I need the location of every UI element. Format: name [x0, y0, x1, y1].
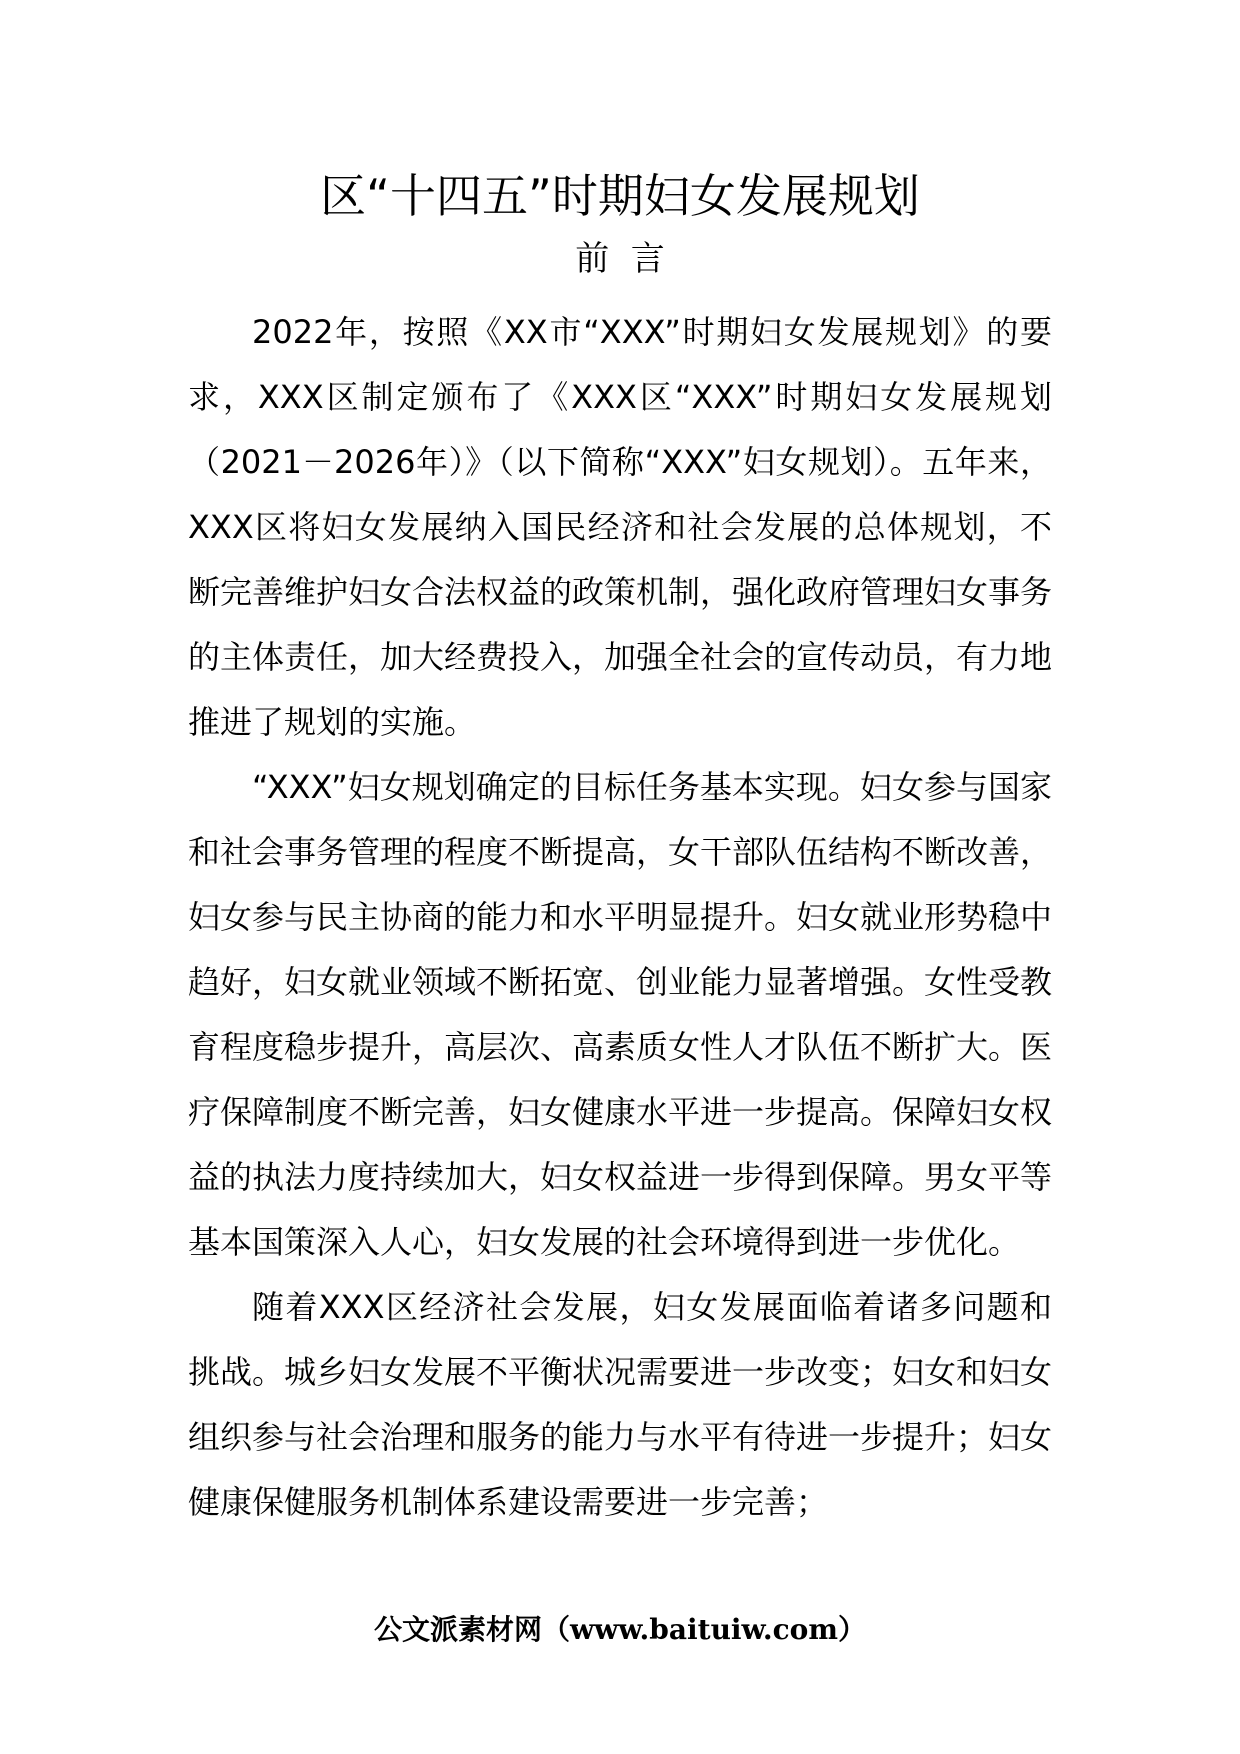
footer-watermark-text: 公文派素材网（www.baituiw.com）	[374, 1613, 866, 1646]
paragraph-2: “XXX”妇女规划确定的目标任务基本实现。妇女参与国家和社会事务管理的程度不断提高，女干部队伍结构不断改善，妇女参与民主协商的能力和水平明显提升。妇女就业形势稳中趋好，妇女就业领域不断拓宽、创业能力显著增强。女性受教育程度稳步提升，高层次、高素质女性人才队伍不断扩大。医疗保障制度不断完善，妇女健康水平进一步提高。保障妇女权益的执法力度持续加大，妇女权益进一步得到保障。男女平等基本国策深入人心，妇女发展的社会环境得到进一步优化。	[188, 768, 1053, 1261]
document-title: 区“十四五”时期妇女发展规划	[320, 169, 920, 223]
paragraph-3: 随着XXX区经济社会发展，妇女发展面临着诸多问题和挑战。城乡妇女发展不平衡状况需要进一步改变；妇女和妇女组织参与社会治理和服务的能力与水平有待进一步提升；妇女健康保健服务机制体系建设需要进一步完善；	[188, 1288, 1053, 1521]
section-heading-preface: 前 言	[575, 239, 665, 279]
document-body	[188, 300, 1052, 1535]
paragraph-1: 2022年，按照《XX市“XXX”时期妇女发展规划》的要求，XXX区制定颁布了《XXX区“XXX”时期妇女发展规划（2021－2026年）》（以下简称“XXX”妇女规划）。五年来，XXX区将妇女发展纳入国民经济和社会发展的总体规划，不断完善维护妇女合法权益的政策机制，强化政府管理妇女事务的主体责任，加大经费投入，加强全社会的宣传动员，有力地推进了规划的实施。	[188, 313, 1053, 741]
